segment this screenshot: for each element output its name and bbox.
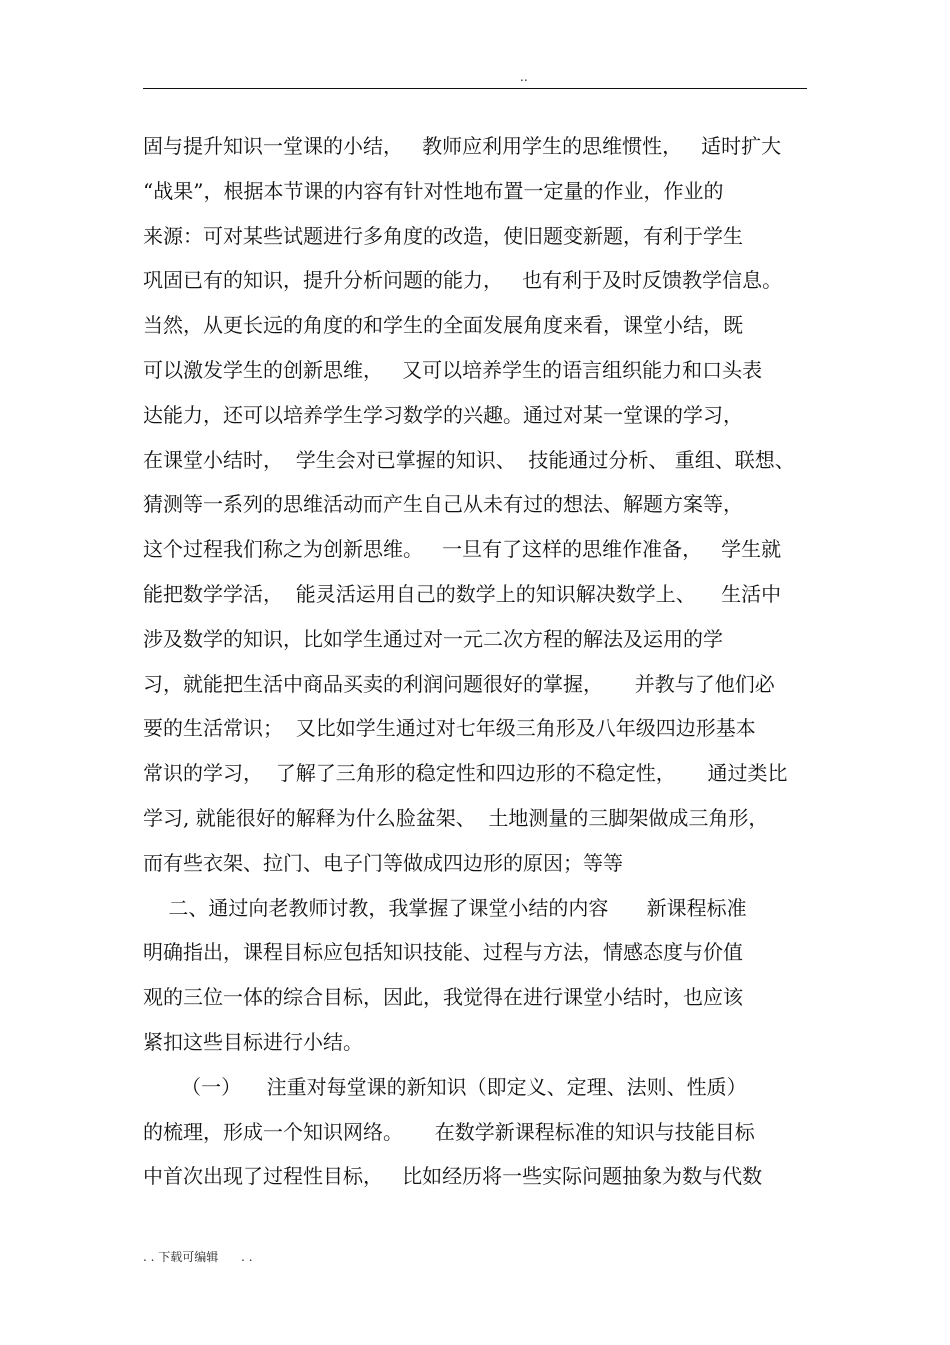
text-line: 这个过程我们称之为创新思维。 一旦有了这样的思维作准备， 学生就 [143, 537, 782, 562]
text-line: 紧扣这些目标进行小结。 [143, 1029, 363, 1054]
text-line: 当然，从更长远的角度的和学生的全面发展角度来看，课堂小结，既 [143, 313, 743, 338]
text-line: 涉及数学的知识，比如学生通过对一元二次方程的解法及运用的学 [143, 626, 723, 651]
text-line: 来源：可对某些试题进行多角度的改造，使旧题变新题，有利于学生 [143, 223, 743, 248]
text-line: 巩固已有的知识，提升分析问题的能力， 也有利于及时反馈教学信息。 [143, 268, 783, 293]
footer-note: . . 下载可编辑 . . [143, 1250, 253, 1264]
text-line: 观的三位一体的综合目标，因此，我觉得在进行课堂小结时，也应该 [143, 985, 743, 1010]
text-line: 习，就能把生活中商品买卖的利润问题很好的掌握， 并教与了他们必 [143, 671, 775, 696]
text-line: 在课堂小结时， 学生会对已掌握的知识、 技能通过分析、 重组、联想、 [143, 447, 795, 472]
document-body [143, 124, 807, 1199]
text-line: 学习, 就能很好的解释为什么脸盆架、 土地测量的三脚架做成三角形， [143, 805, 769, 830]
text-line: 而有些衣架、拉门、电子门等做成四边形的原因；等等 [143, 850, 623, 875]
text-line: 可以激发学生的创新思维， 又可以培养学生的语言组织能力和口头表 [143, 357, 763, 382]
text-line: 达能力，还可以培养学生学习数学的兴趣。通过对某一堂课的学习， [143, 402, 743, 427]
text-line: 要的生活常识； 又比如学生通过对七年级三角形及八年级四边形基本 [143, 716, 756, 741]
text-line: 猜测等一系列的思维活动而产生自己从未有过的想法、解题方案等， [143, 492, 743, 517]
text-line: 明确指出，课程目标应包括知识技能、过程与方法，情感态度与价值 [143, 940, 743, 965]
subsection-heading-line: （一） 注重对每堂课的新知识（即定义、定理、法则、性质） [143, 1074, 747, 1099]
text-line: 的梳理，形成一个知识网络。 在数学新课程标准的知识与技能目标 [143, 1119, 755, 1144]
section-heading-line: 二、通过向老教师讨教，我掌握了课堂小结的内容 新课程标准 [143, 895, 747, 920]
header-rule [143, 88, 807, 89]
text-line: 能把数学学活， 能灵活运用自己的数学上的知识解决数学上、 生活中 [143, 581, 782, 606]
header-mark: .. [520, 70, 528, 84]
text-line: 固与提升知识一堂课的小结， 教师应利用学生的思维惯性， 适时扩大 [143, 134, 782, 158]
text-line: 常识的学习， 了解了三角形的稳定性和四边形的不稳定性， 通过类比 [143, 761, 788, 786]
text-line: 中首次出现了过程性目标， 比如经历将一些实际问题抽象为数与代数 [143, 1164, 763, 1189]
text-line: “战果”，根据本节课的内容有针对性地布置一定量的作业，作业的 [143, 178, 724, 203]
